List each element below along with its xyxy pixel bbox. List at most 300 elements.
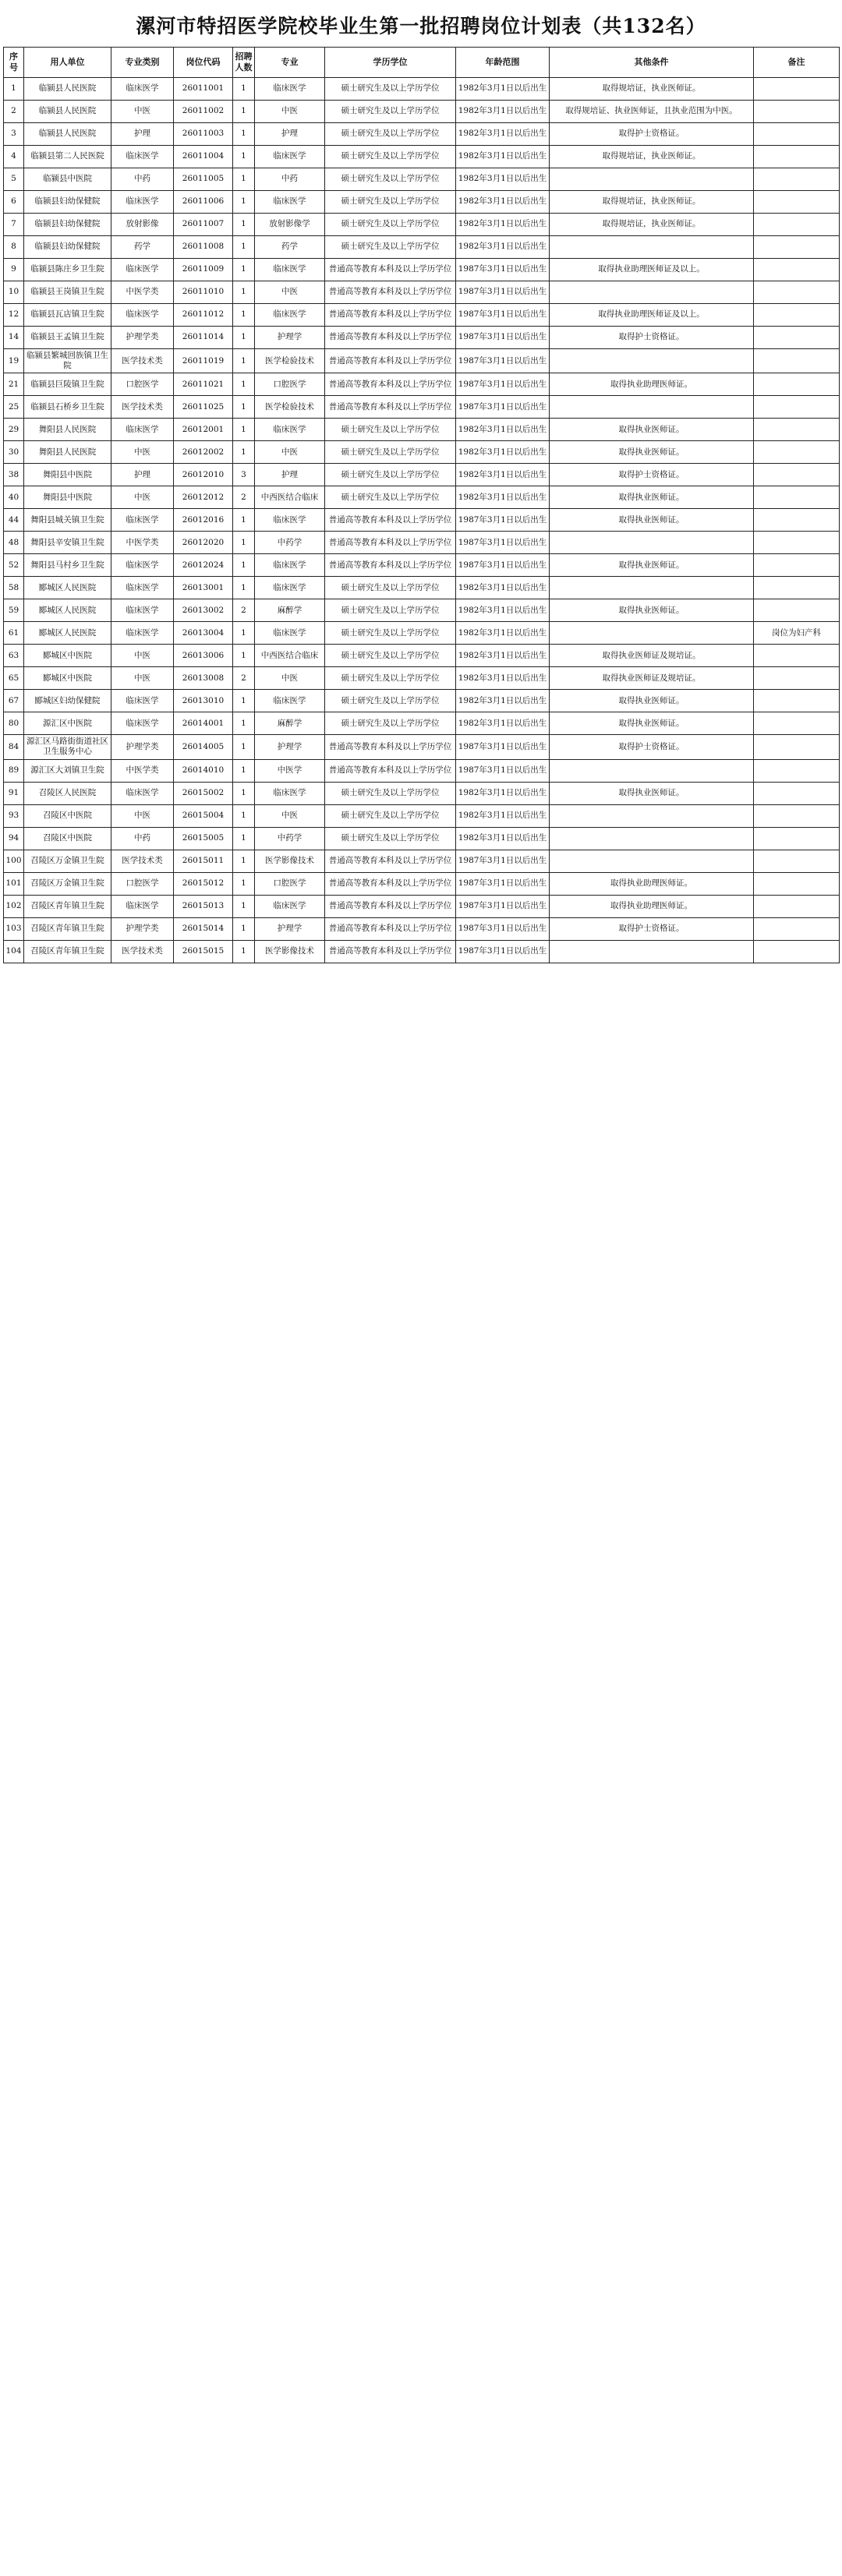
cell-num: 2 xyxy=(233,486,255,509)
cell-seq: 80 xyxy=(4,712,24,735)
cell-num: 1 xyxy=(233,622,255,645)
cell-degree: 普通高等教育本科及以上学历学位 xyxy=(325,895,456,917)
cell-remark xyxy=(754,940,840,963)
cell-seq: 19 xyxy=(4,349,24,373)
header-type: 专业类别 xyxy=(111,48,174,78)
cell-seq: 30 xyxy=(4,441,24,464)
cell-age: 1987年3月1日以后出生 xyxy=(456,373,550,396)
cell-degree: 普通高等教育本科及以上学历学位 xyxy=(325,850,456,872)
table-row xyxy=(4,759,840,782)
table-row xyxy=(4,532,840,554)
cell-age: 1982年3月1日以后出生 xyxy=(456,214,550,236)
cell-unit: 源汇区马路街街道社区卫生服务中心 xyxy=(24,735,111,759)
cell-seq: 3 xyxy=(4,123,24,146)
cell-major: 药学 xyxy=(255,236,325,259)
cell-seq: 29 xyxy=(4,419,24,441)
cell-unit: 临颍县人民医院 xyxy=(24,78,111,101)
cell-other: 取得规培证，执业医师证。 xyxy=(550,191,754,214)
cell-remark xyxy=(754,804,840,827)
cell-major: 医学影像技术 xyxy=(255,850,325,872)
cell-other xyxy=(550,850,754,872)
document-title: 漯河市特招医学院校毕业生第一批招聘岗位计划表（共132名） xyxy=(136,15,706,37)
cell-type: 护理学类 xyxy=(111,735,174,759)
cell-unit: 临颍县石桥乡卫生院 xyxy=(24,396,111,419)
cell-age: 1987年3月1日以后出生 xyxy=(456,509,550,532)
cell-num: 1 xyxy=(233,419,255,441)
cell-seq: 103 xyxy=(4,917,24,940)
cell-major: 临床医学 xyxy=(255,78,325,101)
cell-other: 取得执业助理医师证。 xyxy=(550,872,754,895)
cell-age: 1982年3月1日以后出生 xyxy=(456,191,550,214)
table-row xyxy=(4,191,840,214)
cell-age: 1987年3月1日以后出生 xyxy=(456,895,550,917)
cell-num: 1 xyxy=(233,782,255,804)
cell-other: 取得执业助理医师证及以上。 xyxy=(550,259,754,281)
cell-major: 口腔医学 xyxy=(255,373,325,396)
cell-other xyxy=(550,827,754,850)
table-row xyxy=(4,123,840,146)
cell-other: 取得护士资格证。 xyxy=(550,735,754,759)
cell-unit: 临颍县陈庄乡卫生院 xyxy=(24,259,111,281)
cell-age: 1982年3月1日以后出生 xyxy=(456,690,550,712)
cell-major: 临床医学 xyxy=(255,782,325,804)
table-row xyxy=(4,645,840,667)
cell-major: 护理 xyxy=(255,123,325,146)
cell-code: 26011019 xyxy=(174,349,233,373)
cell-age: 1982年3月1日以后出生 xyxy=(456,622,550,645)
cell-other: 取得执业医师证及规培证。 xyxy=(550,645,754,667)
header-major: 专业 xyxy=(255,48,325,78)
cell-unit: 临颍县妇幼保健院 xyxy=(24,191,111,214)
cell-degree: 普通高等教育本科及以上学历学位 xyxy=(325,509,456,532)
cell-major: 临床医学 xyxy=(255,554,325,577)
cell-remark xyxy=(754,895,840,917)
cell-code: 26015014 xyxy=(174,917,233,940)
cell-type: 临床医学 xyxy=(111,577,174,599)
cell-remark xyxy=(754,191,840,214)
cell-degree: 硕士研究生及以上学历学位 xyxy=(325,690,456,712)
cell-remark xyxy=(754,349,840,373)
cell-unit: 召陵区青年镇卫生院 xyxy=(24,917,111,940)
cell-other xyxy=(550,577,754,599)
cell-code: 26011021 xyxy=(174,373,233,396)
cell-code: 26011012 xyxy=(174,304,233,327)
cell-remark xyxy=(754,532,840,554)
cell-remark xyxy=(754,396,840,419)
cell-remark xyxy=(754,327,840,349)
cell-unit: 临颍县巨陵镇卫生院 xyxy=(24,373,111,396)
cell-type: 中医 xyxy=(111,645,174,667)
cell-other: 取得执业医师证。 xyxy=(550,712,754,735)
cell-major: 麻醉学 xyxy=(255,712,325,735)
cell-remark: 岗位为妇产科 xyxy=(754,622,840,645)
cell-age: 1982年3月1日以后出生 xyxy=(456,441,550,464)
cell-other: 取得执业医师证。 xyxy=(550,419,754,441)
cell-seq: 104 xyxy=(4,940,24,963)
cell-unit: 临颍县王岗镇卫生院 xyxy=(24,281,111,304)
cell-other: 取得执业助理医师证及以上。 xyxy=(550,304,754,327)
cell-remark xyxy=(754,168,840,191)
header-unit: 用人单位 xyxy=(24,48,111,78)
cell-type: 护理学类 xyxy=(111,917,174,940)
table-row xyxy=(4,101,840,123)
cell-type: 医学技术类 xyxy=(111,396,174,419)
cell-major: 中药 xyxy=(255,168,325,191)
table-row xyxy=(4,78,840,101)
cell-unit: 召陵区万金镇卫生院 xyxy=(24,850,111,872)
table-row xyxy=(4,622,840,645)
cell-age: 1982年3月1日以后出生 xyxy=(456,101,550,123)
table-row xyxy=(4,577,840,599)
cell-unit: 临颍县人民医院 xyxy=(24,101,111,123)
cell-remark xyxy=(754,464,840,486)
table-row xyxy=(4,554,840,577)
cell-type: 临床医学 xyxy=(111,304,174,327)
cell-type: 临床医学 xyxy=(111,712,174,735)
cell-type: 临床医学 xyxy=(111,509,174,532)
cell-num: 1 xyxy=(233,850,255,872)
cell-unit: 郾城区人民医院 xyxy=(24,599,111,622)
cell-type: 医学技术类 xyxy=(111,850,174,872)
cell-num: 1 xyxy=(233,236,255,259)
cell-degree: 硕士研究生及以上学历学位 xyxy=(325,827,456,850)
cell-type: 中医学类 xyxy=(111,532,174,554)
cell-major: 中医 xyxy=(255,667,325,690)
cell-other xyxy=(550,168,754,191)
cell-degree: 硕士研究生及以上学历学位 xyxy=(325,645,456,667)
cell-unit: 郾城区妇幼保健院 xyxy=(24,690,111,712)
cell-age: 1982年3月1日以后出生 xyxy=(456,804,550,827)
cell-major: 中医 xyxy=(255,804,325,827)
table-body xyxy=(4,78,840,963)
cell-type: 中药 xyxy=(111,168,174,191)
cell-other xyxy=(550,281,754,304)
table-row xyxy=(4,419,840,441)
table-row xyxy=(4,168,840,191)
cell-seq: 12 xyxy=(4,304,24,327)
cell-degree: 普通高等教育本科及以上学历学位 xyxy=(325,349,456,373)
cell-num: 1 xyxy=(233,827,255,850)
cell-remark xyxy=(754,554,840,577)
cell-degree: 硕士研究生及以上学历学位 xyxy=(325,78,456,101)
cell-code: 26011007 xyxy=(174,214,233,236)
cell-seq: 59 xyxy=(4,599,24,622)
cell-num: 1 xyxy=(233,940,255,963)
cell-remark xyxy=(754,690,840,712)
cell-degree: 硕士研究生及以上学历学位 xyxy=(325,712,456,735)
cell-other: 取得护士资格证。 xyxy=(550,123,754,146)
cell-unit: 舞阳县人民医院 xyxy=(24,441,111,464)
cell-num: 1 xyxy=(233,735,255,759)
cell-other: 取得执业医师证。 xyxy=(550,441,754,464)
cell-degree: 普通高等教育本科及以上学历学位 xyxy=(325,735,456,759)
cell-type: 护理学类 xyxy=(111,327,174,349)
cell-remark xyxy=(754,759,840,782)
table-row xyxy=(4,373,840,396)
cell-age: 1982年3月1日以后出生 xyxy=(456,168,550,191)
cell-major: 医学影像技术 xyxy=(255,940,325,963)
cell-remark xyxy=(754,599,840,622)
cell-num: 1 xyxy=(233,804,255,827)
table-row xyxy=(4,464,840,486)
cell-code: 26015002 xyxy=(174,782,233,804)
cell-num: 1 xyxy=(233,712,255,735)
cell-other: 取得规培证，执业医师证。 xyxy=(550,146,754,168)
cell-seq: 84 xyxy=(4,735,24,759)
cell-num: 1 xyxy=(233,441,255,464)
cell-remark xyxy=(754,850,840,872)
cell-age: 1987年3月1日以后出生 xyxy=(456,917,550,940)
cell-seq: 63 xyxy=(4,645,24,667)
cell-code: 26015004 xyxy=(174,804,233,827)
cell-num: 1 xyxy=(233,259,255,281)
cell-type: 临床医学 xyxy=(111,191,174,214)
cell-major: 临床医学 xyxy=(255,622,325,645)
cell-num: 1 xyxy=(233,327,255,349)
cell-remark xyxy=(754,304,840,327)
cell-unit: 舞阳县马村乡卫生院 xyxy=(24,554,111,577)
cell-seq: 89 xyxy=(4,759,24,782)
cell-seq: 5 xyxy=(4,168,24,191)
cell-seq: 8 xyxy=(4,236,24,259)
cell-code: 26015005 xyxy=(174,827,233,850)
cell-age: 1987年3月1日以后出生 xyxy=(456,259,550,281)
cell-age: 1987年3月1日以后出生 xyxy=(456,281,550,304)
cell-age: 1982年3月1日以后出生 xyxy=(456,464,550,486)
header-num: 招聘人数 xyxy=(233,48,255,78)
cell-other: 取得护士资格证。 xyxy=(550,917,754,940)
table-header-row xyxy=(4,48,840,78)
cell-num: 1 xyxy=(233,168,255,191)
cell-degree: 硕士研究生及以上学历学位 xyxy=(325,577,456,599)
cell-age: 1982年3月1日以后出生 xyxy=(456,645,550,667)
cell-age: 1982年3月1日以后出生 xyxy=(456,577,550,599)
cell-code: 26012020 xyxy=(174,532,233,554)
cell-code: 26012010 xyxy=(174,464,233,486)
table-row xyxy=(4,940,840,963)
cell-major: 中药学 xyxy=(255,532,325,554)
cell-other xyxy=(550,532,754,554)
cell-remark xyxy=(754,236,840,259)
recruitment-table xyxy=(3,47,840,963)
cell-type: 临床医学 xyxy=(111,419,174,441)
cell-major: 临床医学 xyxy=(255,191,325,214)
cell-code: 26015011 xyxy=(174,850,233,872)
cell-major: 临床医学 xyxy=(255,895,325,917)
cell-unit: 临颍县繁城回族镇卫生院 xyxy=(24,349,111,373)
table-row xyxy=(4,327,840,349)
cell-age: 1987年3月1日以后出生 xyxy=(456,735,550,759)
header-degree: 学历学位 xyxy=(325,48,456,78)
cell-unit: 源汇区中医院 xyxy=(24,712,111,735)
header-age: 年龄范围 xyxy=(456,48,550,78)
cell-seq: 14 xyxy=(4,327,24,349)
header-seq: 序号 xyxy=(4,48,24,78)
table-row xyxy=(4,441,840,464)
cell-major: 护理学 xyxy=(255,327,325,349)
cell-age: 1982年3月1日以后出生 xyxy=(456,827,550,850)
table-row xyxy=(4,349,840,373)
cell-degree: 硕士研究生及以上学历学位 xyxy=(325,599,456,622)
cell-code: 26012024 xyxy=(174,554,233,577)
cell-unit: 舞阳县辛安镇卫生院 xyxy=(24,532,111,554)
cell-age: 1987年3月1日以后出生 xyxy=(456,940,550,963)
table-row xyxy=(4,236,840,259)
table-row xyxy=(4,509,840,532)
cell-seq: 93 xyxy=(4,804,24,827)
cell-type: 中药 xyxy=(111,827,174,850)
cell-seq: 58 xyxy=(4,577,24,599)
cell-seq: 6 xyxy=(4,191,24,214)
cell-major: 护理学 xyxy=(255,735,325,759)
cell-seq: 52 xyxy=(4,554,24,577)
cell-unit: 临颍县妇幼保健院 xyxy=(24,236,111,259)
cell-degree: 硕士研究生及以上学历学位 xyxy=(325,804,456,827)
cell-unit: 临颍县人民医院 xyxy=(24,123,111,146)
cell-major: 中西医结合临床 xyxy=(255,486,325,509)
table-row xyxy=(4,259,840,281)
cell-num: 1 xyxy=(233,214,255,236)
table-row xyxy=(4,804,840,827)
cell-code: 26013006 xyxy=(174,645,233,667)
cell-type: 临床医学 xyxy=(111,259,174,281)
cell-seq: 48 xyxy=(4,532,24,554)
table-row xyxy=(4,850,840,872)
cell-type: 中医学类 xyxy=(111,281,174,304)
cell-age: 1987年3月1日以后出生 xyxy=(456,396,550,419)
cell-other: 取得护士资格证。 xyxy=(550,464,754,486)
cell-remark xyxy=(754,782,840,804)
cell-unit: 舞阳县中医院 xyxy=(24,464,111,486)
cell-num: 2 xyxy=(233,667,255,690)
cell-code: 26015015 xyxy=(174,940,233,963)
cell-major: 护理 xyxy=(255,464,325,486)
cell-type: 口腔医学 xyxy=(111,373,174,396)
table-row xyxy=(4,396,840,419)
cell-remark xyxy=(754,419,840,441)
cell-remark xyxy=(754,827,840,850)
cell-type: 临床医学 xyxy=(111,146,174,168)
cell-age: 1982年3月1日以后出生 xyxy=(456,486,550,509)
table-row xyxy=(4,146,840,168)
cell-age: 1987年3月1日以后出生 xyxy=(456,554,550,577)
cell-type: 临床医学 xyxy=(111,895,174,917)
cell-degree: 普通高等教育本科及以上学历学位 xyxy=(325,940,456,963)
cell-remark xyxy=(754,872,840,895)
cell-remark xyxy=(754,712,840,735)
cell-unit: 郾城区人民医院 xyxy=(24,622,111,645)
table-row xyxy=(4,690,840,712)
cell-degree: 硕士研究生及以上学历学位 xyxy=(325,168,456,191)
cell-other xyxy=(550,804,754,827)
cell-code: 26012002 xyxy=(174,441,233,464)
cell-remark xyxy=(754,146,840,168)
cell-remark xyxy=(754,667,840,690)
cell-age: 1987年3月1日以后出生 xyxy=(456,850,550,872)
cell-remark xyxy=(754,373,840,396)
cell-degree: 普通高等教育本科及以上学历学位 xyxy=(325,396,456,419)
cell-unit: 郾城区中医院 xyxy=(24,667,111,690)
cell-age: 1987年3月1日以后出生 xyxy=(456,872,550,895)
cell-type: 医学技术类 xyxy=(111,349,174,373)
cell-degree: 硕士研究生及以上学历学位 xyxy=(325,464,456,486)
cell-age: 1982年3月1日以后出生 xyxy=(456,599,550,622)
table-row xyxy=(4,304,840,327)
table-row xyxy=(4,667,840,690)
cell-degree: 普通高等教育本科及以上学历学位 xyxy=(325,872,456,895)
cell-code: 26013001 xyxy=(174,577,233,599)
header-remark: 备注 xyxy=(754,48,840,78)
cell-major: 放射影像学 xyxy=(255,214,325,236)
cell-code: 26014010 xyxy=(174,759,233,782)
cell-seq: 94 xyxy=(4,827,24,850)
cell-other xyxy=(550,940,754,963)
cell-code: 26012001 xyxy=(174,419,233,441)
cell-remark xyxy=(754,441,840,464)
cell-unit: 郾城区人民医院 xyxy=(24,577,111,599)
cell-major: 口腔医学 xyxy=(255,872,325,895)
cell-seq: 1 xyxy=(4,78,24,101)
cell-unit: 舞阳县人民医院 xyxy=(24,419,111,441)
table-row xyxy=(4,872,840,895)
cell-num: 1 xyxy=(233,917,255,940)
cell-num: 1 xyxy=(233,191,255,214)
cell-degree: 硕士研究生及以上学历学位 xyxy=(325,782,456,804)
cell-seq: 10 xyxy=(4,281,24,304)
cell-degree: 普通高等教育本科及以上学历学位 xyxy=(325,554,456,577)
cell-major: 医学检验技术 xyxy=(255,396,325,419)
cell-age: 1987年3月1日以后出生 xyxy=(456,532,550,554)
cell-other: 取得规培证、执业医师证，且执业范围为中医。 xyxy=(550,101,754,123)
cell-degree: 普通高等教育本科及以上学历学位 xyxy=(325,259,456,281)
cell-major: 中西医结合临床 xyxy=(255,645,325,667)
cell-degree: 硕士研究生及以上学历学位 xyxy=(325,191,456,214)
cell-age: 1987年3月1日以后出生 xyxy=(456,349,550,373)
cell-code: 26014005 xyxy=(174,735,233,759)
cell-type: 护理 xyxy=(111,123,174,146)
cell-seq: 40 xyxy=(4,486,24,509)
cell-unit: 舞阳县城关镇卫生院 xyxy=(24,509,111,532)
cell-num: 1 xyxy=(233,690,255,712)
cell-degree: 硕士研究生及以上学历学位 xyxy=(325,419,456,441)
cell-major: 麻醉学 xyxy=(255,599,325,622)
cell-type: 口腔医学 xyxy=(111,872,174,895)
cell-other xyxy=(550,349,754,373)
cell-other: 取得规培证，执业医师证。 xyxy=(550,214,754,236)
cell-type: 药学 xyxy=(111,236,174,259)
cell-age: 1982年3月1日以后出生 xyxy=(456,146,550,168)
cell-major: 中药学 xyxy=(255,827,325,850)
table-row xyxy=(4,712,840,735)
cell-num: 1 xyxy=(233,759,255,782)
cell-code: 26011008 xyxy=(174,236,233,259)
cell-other xyxy=(550,396,754,419)
cell-code: 26013008 xyxy=(174,667,233,690)
cell-major: 临床医学 xyxy=(255,304,325,327)
table-row xyxy=(4,486,840,509)
cell-degree: 普通高等教育本科及以上学历学位 xyxy=(325,304,456,327)
cell-code: 26011014 xyxy=(174,327,233,349)
cell-code: 26011006 xyxy=(174,191,233,214)
cell-type: 中医 xyxy=(111,667,174,690)
cell-num: 1 xyxy=(233,123,255,146)
cell-unit: 召陵区人民医院 xyxy=(24,782,111,804)
cell-age: 1982年3月1日以后出生 xyxy=(456,236,550,259)
cell-degree: 硕士研究生及以上学历学位 xyxy=(325,214,456,236)
cell-major: 护理学 xyxy=(255,917,325,940)
cell-major: 医学检验技术 xyxy=(255,349,325,373)
cell-num: 1 xyxy=(233,872,255,895)
